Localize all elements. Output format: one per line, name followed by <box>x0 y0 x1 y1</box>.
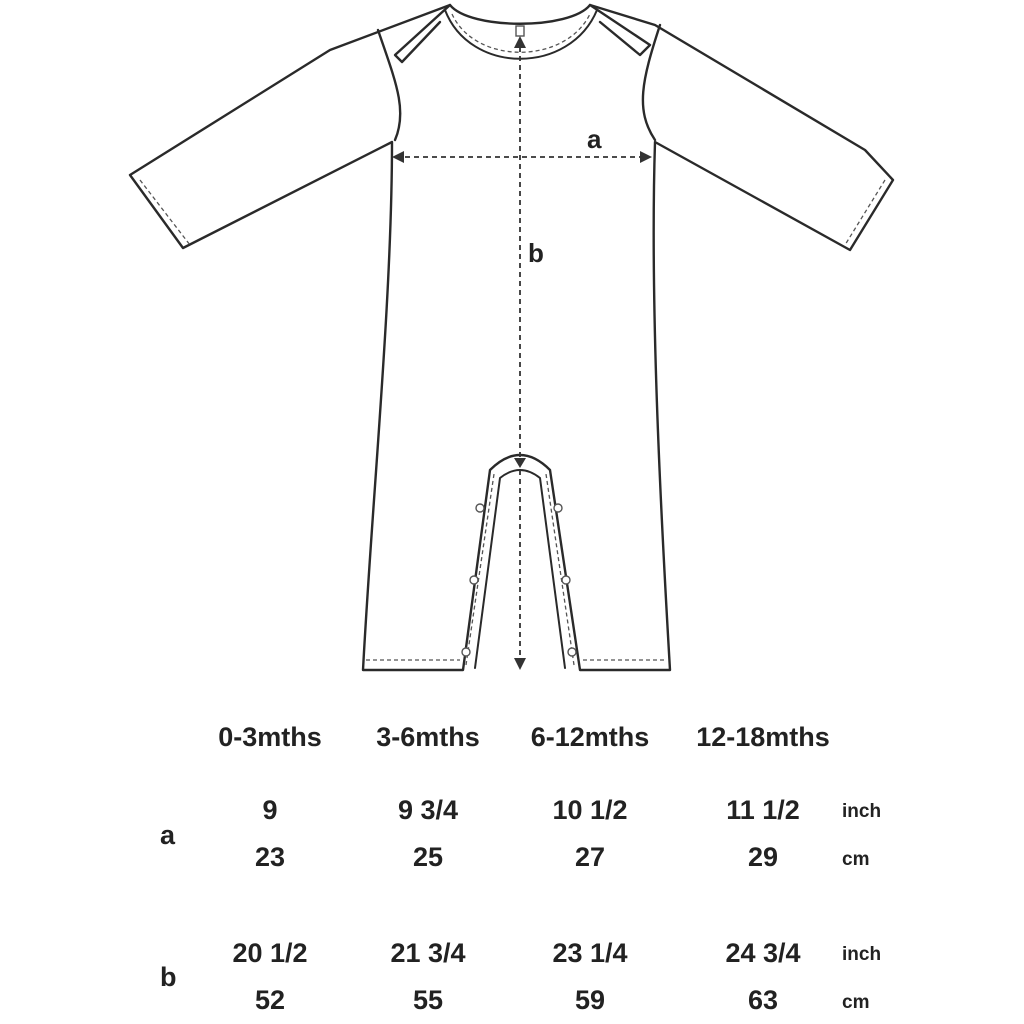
arrow-b-bottom <box>514 658 526 670</box>
left-cuff-stitching <box>140 180 190 245</box>
size-header-12-18: 12-18mths <box>696 722 830 752</box>
row-key-b: b <box>160 962 177 992</box>
snap-button-left-2 <box>470 576 478 584</box>
row-key-a: a <box>160 820 176 850</box>
table-cell: 63 <box>747 985 779 1015</box>
unit-inch-b: inch <box>842 944 882 965</box>
arrow-a-right <box>640 151 652 163</box>
size-header-0-3: 0-3mths <box>218 722 322 752</box>
measure-b-label: b <box>528 238 544 268</box>
table-cell: 29 <box>747 842 779 872</box>
unit-cm-a: cm <box>842 849 870 870</box>
table-cell: 55 <box>412 985 444 1015</box>
snap-button-left-3 <box>462 648 470 656</box>
table-cell: 25 <box>412 842 444 872</box>
table-cell: 52 <box>254 985 286 1015</box>
measure-a-label: a <box>587 124 602 154</box>
right-shoulder-overlap <box>590 5 650 55</box>
arrow-b-crotch <box>514 458 526 468</box>
unit-cm-b: cm <box>842 992 870 1013</box>
right-cuff-stitching <box>845 180 885 245</box>
left-armhole-seam <box>378 30 400 140</box>
table-cell: 11 1/2 <box>726 795 800 825</box>
snap-button-right-1 <box>554 504 562 512</box>
table-cell: 27 <box>574 842 606 872</box>
table-cell: 59 <box>574 985 606 1015</box>
left-shoulder-overlap <box>395 5 450 62</box>
table-cell: 24 3/4 <box>725 938 801 968</box>
table-cell: 9 <box>262 795 278 825</box>
snap-button-right-3 <box>568 648 576 656</box>
table-cell: 23 <box>254 842 286 872</box>
size-header-6-12: 6-12mths <box>530 722 650 752</box>
size-header-3-6: 3-6mths <box>376 722 480 752</box>
romper-outline <box>130 5 893 670</box>
table-cell: 20 1/2 <box>232 938 308 968</box>
table-cell: 21 3/4 <box>390 938 466 968</box>
table-cell: 9 3/4 <box>397 795 459 825</box>
snap-button-left-1 <box>476 504 484 512</box>
arrow-b-top <box>514 36 526 48</box>
table-cell: 23 1/4 <box>552 938 628 968</box>
snap-button-right-2 <box>562 576 570 584</box>
unit-inch-a: inch <box>842 801 882 822</box>
table-cell: 10 1/2 <box>552 795 628 825</box>
neck-label-tag <box>516 26 524 36</box>
arrow-a-left <box>392 151 404 163</box>
